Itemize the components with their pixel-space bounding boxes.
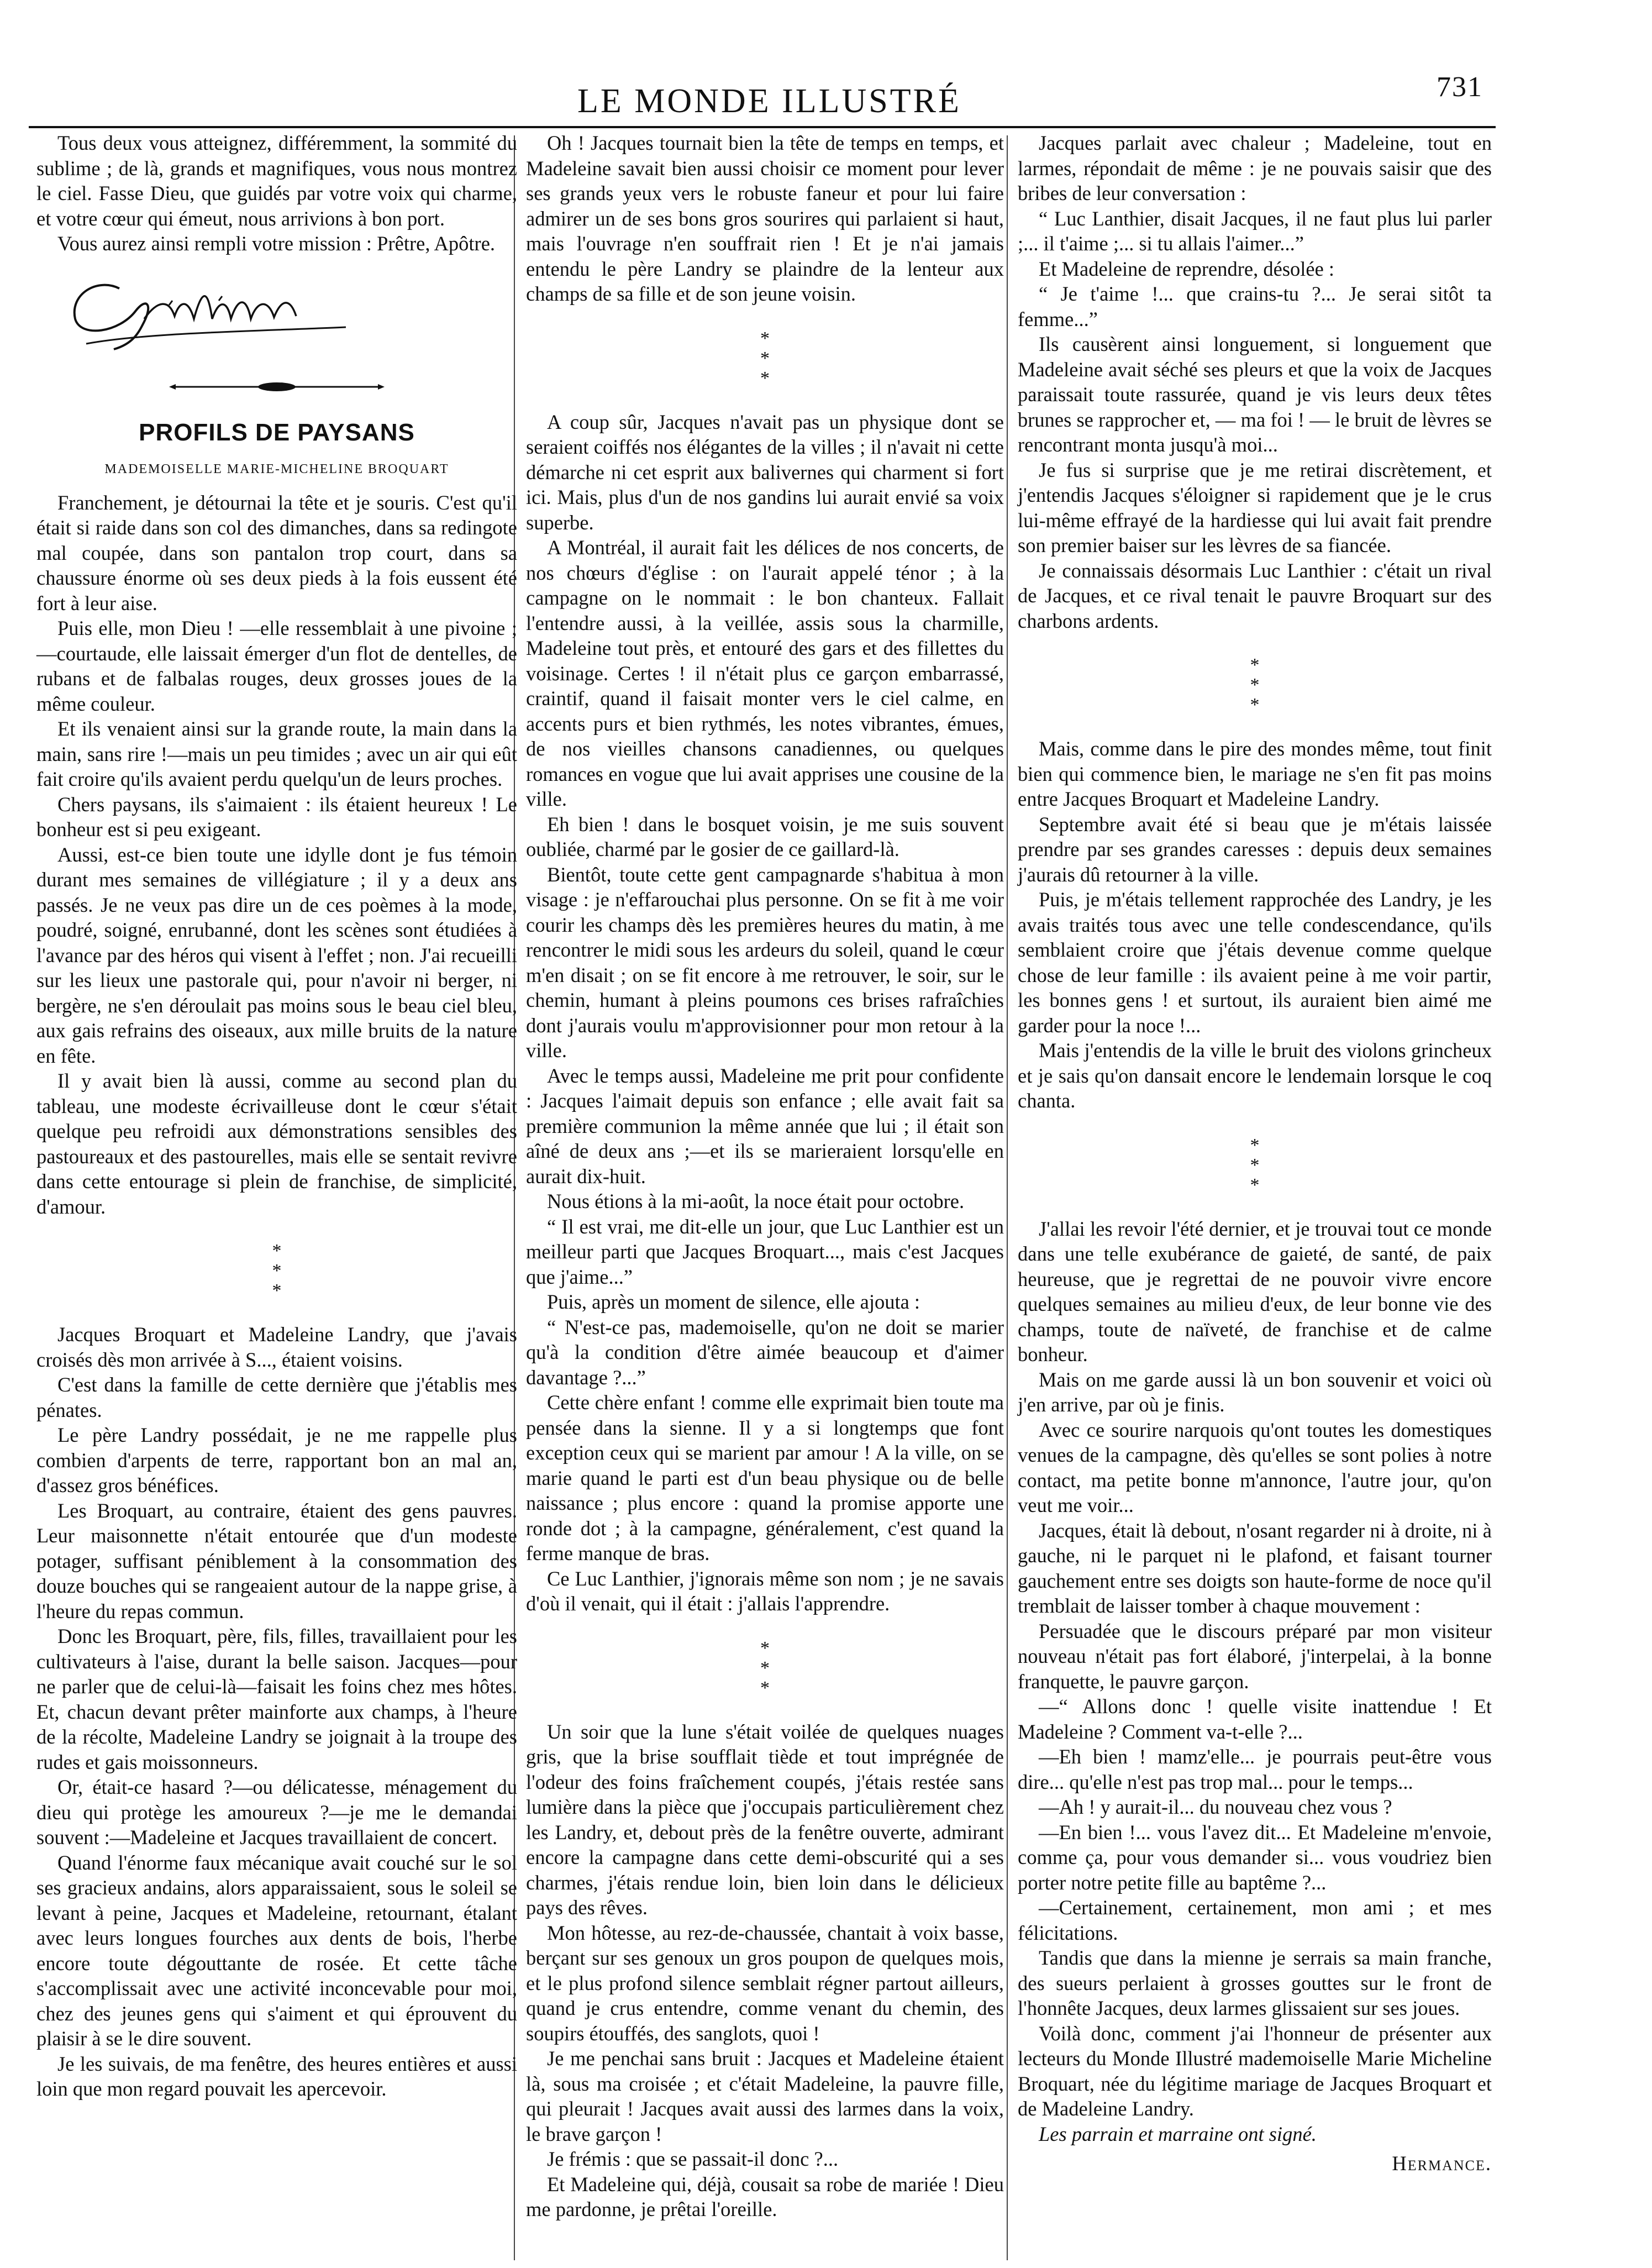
col1-para-a6: Il y avait bien là aussi, comme au second plan du tableau, une modeste écrivailleuse dont le cœur s'était quelque peu refroidi aux démonstrations sensibles des pastoureaux et des pastourelles, mais elle se sentait revivre dans cette entourage si plein de franchise, de simplicité, d'amour. <box>36 1069 517 1218</box>
column-1 <box>36 130 517 2102</box>
col3-para-c6: —“ Allons donc ! quelle visite inattendue ! Et Madeleine ? Comment va-t-elle ?... <box>1018 1695 1492 1743</box>
col3-para-c12: Voilà donc, comment j'ai l'honneur de présenter aux lecteurs du Monde Illustré mademoiselle Marie Micheline Broquart, née du légitime mariage de Jacques Broquart et de Madeleine Landry. <box>1018 2022 1492 2120</box>
col3-para-a6: Je fus si surprise que je me retirai discrètement, et j'entendis Jacques s'éloigner si rapidement que je le crus lui-même effrayé de la hardiesse qui lui avait fait prendre son premier baiser sur les lèvres de sa fiancée. <box>1018 458 1492 556</box>
col2-para-c3: Je me penchai sans bruit : Jacques et Madeleine étaient là, sous ma croisée ; et c'était Madeleine, la pauvre fille, qui pleurait ! Jacques avait aussi des larmes dans la voix, le brave garçon ! <box>526 2047 1004 2145</box>
section-title: PROFILS DE PAYSANS <box>139 418 415 446</box>
col2-para-b1: A coup sûr, Jacques n'avait pas un physique dont se seraient coiffés nos élégantes de la villes ; il n'avait ni cette démarche ni cet esprit aux balivernes qui charment si fort ici. Mais, plus d'un de nos gandins lui aurait envié sa voix superbe. <box>526 410 1004 534</box>
col1-para-b7: Quand l'énorme faux mécanique avait couché sur le sol ses gracieux andains, alors apparaissaient, sous le soleil se levant à peine, Jacques et Madeleine, retournant, étalant avec leurs longues fourches aux dents de bois, l'herbe encore toute dégouttante de rosée. Et cette tâche s'accomplissait avec une activité inconcevable pour moi, chez des jeunes gens qui s'aiment et qui éprouvent du plaisir à se le dire souvent. <box>36 1851 517 2050</box>
star-1: * <box>760 1637 770 1658</box>
col3-para-a5: Ils causèrent ainsi longuement, si longuement que Madeleine avait séché ses pleurs et que la voix de Jacques paraissait toute rassurée, quand je vis leurs deux têtes brunes se rapprocher et, — ma foi ! — le bruit de lèvres se rencontrant monta jusqu'à moi... <box>1018 333 1492 456</box>
col1-para-b4: Les Broquart, au contraire, étaient des gens pauvres. Leur maisonnette n'était entourée que d'un modeste potager, suffisant péniblement à la consommation des douze bouches qui se rangeaient autour de la nappe grise, à l'heure du repas commun. <box>36 1499 517 1623</box>
col2-para-b7: “ Il est vrai, me dit-elle un jour, que Luc Lanthier est un meilleur parti que Jacques Broquart..., mais c'est Jacques que j'aime...” <box>526 1215 1004 1288</box>
col3-para-a2: “ Luc Lanthier, disait Jacques, il ne faut plus lui parler ;... il t'aime ;... si tu allais l'aimer...” <box>1018 207 1492 255</box>
page-number: 731 <box>1437 71 1483 103</box>
col1-para-b5: Donc les Broquart, père, fils, filles, travaillaient pour les cultivateurs à l'aise, durant la belle saison. Jacques—pour ne parler que de celui-là—faisait les foins chez mes hôtes. Et, chacun devant prêter mainforte aux champs, à l'heure de la récolte, Madeleine Landry se joignait à la troupe des rudes et gais moissonneurs. <box>36 1625 517 1773</box>
col2-para-b2: A Montréal, il aurait fait les délices de nos concerts, de nos chœurs d'église : on l'aurait appelé ténor ; à la campagne on le nommait : le bon chanteux. Fallait l'entendre aussi, à la veillée, assis sous la charmille, Madeleine tout près, et entouré des gars et des fillettes du voisinage. Certes ! il n'était plus ce garçon embarrassé, craintif, quand il faisait monter vers le ciel calme, en accents purs et bien rythmés, les notes vibrantes, émues, de nos vieilles chansons canadiennes, ou quelques romances en vogue que lui avait apprises une cousine de la ville. <box>526 536 1004 810</box>
col1-para-a5: Aussi, est-ce bien toute une idylle dont je fus témoin durant mes semaines de villégiature ; il y a deux ans passés. Je ne veux pas dire un de ces poèmes à la mode, poudré, soigné, enrubanné, dont les scènes sont étudiées à l'avance par des héros qui visent à l'effet ; non. J'ai recueilli sur les lieux une pastorale qui, pour n'avoir ni berger, ni bergère, ne s'en déroulait pas moins sous le beau ciel bleu, aux gais refrains des oiseaux, aux mille bruits de la nature en fête. <box>36 843 517 1067</box>
column-2 <box>526 130 1004 2222</box>
col2-para-b6: Nous étions à la mi-août, la noce était pour octobre. <box>547 1190 965 1212</box>
star-1: * <box>1250 1135 1260 1156</box>
star-2: * <box>272 1261 282 1281</box>
col3-para-a3: Et Madeleine de reprendre, désolée : <box>1039 257 1335 280</box>
col1-intro-1: Tous deux vous atteignez, différemment, la sommité du sublime ; de là, grands et magnifiques, vous nous montrez le ciel. Fasse Dieu, que guidés par votre voix qui charme, et votre cœur qui émeut, nous arrivions à bon port. <box>36 132 517 230</box>
col2-para-c1: Un soir que la lune s'était voilée de quelques nuages gris, que la brise soufflait tiède et tout imprégnée de l'odeur des foins fraîchement coupés, j'étais restée sans lumière dans la pièce que j'occupais particulièrement chez les Landry, et, debout près de la fenêtre ouverte, admirant encore la campagne dans cette demi-obscurité qui a ses charmes, j'étais rendue loin, bien loin dans le délicieux pays des rêves. <box>526 1720 1004 1919</box>
signature <box>36 266 517 359</box>
star-2: * <box>1250 1154 1260 1175</box>
col3-para-c7: —Eh bien ! mamz'elle... je pourrais peut-être vous dire... qu'elle n'est pas trop mal... pour le temps... <box>1018 1745 1492 1793</box>
col1-para-a2: Puis elle, mon Dieu ! —elle ressemblait à une pivoine ;—courtaude, elle laissait émerger d'un flot de dentelles, de rubans et de falbalas rouges, deux grosses joues de la même couleur. <box>36 617 517 715</box>
column-rule-2 <box>1007 135 1008 2260</box>
star-3: * <box>760 1677 770 1698</box>
asterism-separator <box>1018 655 1492 715</box>
col3-para-c4: Jacques, était là debout, n'osant regarder ni à droite, ni à gauche, ni le parquet ni le plafond, et faisant tourner gauchement entre ses doigts son haute-forme de noce qu'il tremblait de laisser tomber à chaque mouvement : <box>1018 1519 1492 1617</box>
col3-para-a1: Jacques parlait avec chaleur ; Madeleine, tout en larmes, répondait de même : je ne pouvais saisir que des bribes de leur conversation : <box>1018 132 1492 204</box>
col3-para-b4: Mais j'entendis de la ville le bruit des violons grincheux et je sais qu'on dansait encore le lendemain lorsque le coq chanta. <box>1018 1039 1492 1112</box>
column-3 <box>1018 130 1492 2176</box>
col1-para-b1: Jacques Broquart et Madeleine Landry, que j'avais croisés dès mon arrivée à S..., étaient voisins. <box>36 1323 517 1371</box>
col1-para-a1: Franchement, je détournai la tête et je souris. C'est qu'il était si raide dans son col des dimanches, dans sa redingote mal coupée, dans son pantalon trop court, dans sa chaussure énorme où ses deux pieds à la fois eussent été fort à leur aise. <box>36 491 517 615</box>
col3-para-c13: Les parrain et marraine ont signé. <box>1039 2122 1317 2145</box>
signature-image <box>36 266 379 359</box>
col2-para-b9: “ N'est-ce pas, mademoiselle, qu'on ne doit se marier qu'à la condition d'être aimée beaucoup et d'aimer davantage ?...” <box>526 1315 1004 1389</box>
col1-para-b8: Je les suivais, de ma fenêtre, des heures entières et aussi loin que mon regard pouvait les apercevoir. <box>36 2052 517 2100</box>
col2-para-b10: Cette chère enfant ! comme elle exprimait bien toute ma pensée dans la sienne. Il y a si longtemps que font exception ceux qui se marient par amour ! A la ville, on se marie quand le parti est d'un beau physique ou de belle naissance ; plus encore : quand la promise apporte une ronde dot ; à la campagne, généralement, c'est quand la ferme manque de bras. <box>526 1391 1004 1565</box>
col1-intro-2: Vous aurez ainsi rempli votre mission : Prêtre, Apôtre. <box>57 232 496 255</box>
col2-para-b11: Ce Luc Lanthier, j'ignorais même son nom ; je ne savais d'où il venait, qui il était : j'allais l'apprendre. <box>526 1567 1004 1615</box>
col3-para-a7: Je connaissais désormais Luc Lanthier : c'était un rival de Jacques, et ce rival tenait le pauvre Broquart sur des charbons ardents. <box>1018 559 1492 632</box>
col2-para-c2: Mon hôtesse, au rez-de-chaussée, chantait à voix basse, berçant sur ses genoux un gros poupon de quelques mois, et le plus profond silence semblait régner partout ailleurs, quand je crus entendre, comme venant du chemin, des soupirs étouffés, des sanglots, quoi ! <box>526 1921 1004 2045</box>
col3-para-c3: Avec ce sourire narquois qu'ont toutes les domestiques venues de la campagne, dès qu'elles se sont polies à notre contact, ma petite bonne m'annonce, l'autre jour, qu'on veut me voir... <box>1018 1418 1492 1516</box>
col2-para-b8: Puis, après un moment de silence, elle ajouta : <box>547 1290 920 1313</box>
col2-para-a1: Oh ! Jacques tournait bien la tête de temps en temps, et Madeleine savait bien aussi choisir ce moment pour lever ses grands yeux vers le robuste faneur et pour lui faire admirer un de ses bons gros sourires qui parlaient si haut, mais l'ouvrage n'en souffrait rien ! Et je n'ai jamais entendu le père Landry se plaindre de la lenteur aux champs de sa fille et de son jeune voisin. <box>526 132 1004 305</box>
col3-para-c8: —Ah ! y aurait-il... du nouveau chez vous ? <box>1039 1796 1392 1818</box>
asterism-separator <box>526 1639 1004 1698</box>
col1-para-a3: Et ils venaient ainsi sur la grande route, la main dans la main, sans rire !—mais un peu timides ; avec un air qui eût fait croire qu'ils avaient perdu quelqu'un de leurs proches. <box>36 717 517 790</box>
star-3: * <box>272 1280 282 1301</box>
col3-para-c9: —En bien !... vous l'avez dit... Et Madeleine m'envoie, comme ça, pour vous demander si... vous voudriez bien porter notre petite fille au baptême ?... <box>1018 1820 1492 1894</box>
masthead-rule <box>29 126 1496 128</box>
asterism-separator <box>526 329 1004 389</box>
col3-para-b3: Puis, je m'étais tellement rapprochée des Landry, je les avais traités tous avec une telle condescendance, qu'ils semblaient croire que j'étais devenue comme quelque chose de leur famille : ils avaient peine à me voir partir, les bonnes gens ! et surtout, ils auraient bien aimé me garder pour la noce !... <box>1018 888 1492 1037</box>
col1-para-b2: C'est dans la famille de cette dernière que j'établis mes pénates. <box>36 1373 517 1421</box>
star-3: * <box>1250 1174 1260 1195</box>
col2-para-b4: Bientôt, toute cette gent campagnarde s'habitua à mon visage : je n'effarouchai plus personne. On se fit à me voir courir les champs dès les premières heures du matin, à me rencontrer le midi sous les ardeurs du soleil, quand le cœur m'en disait ; on se fit encore à me retrouver, le soir, sur le chemin, humant à pleins poumons ces brises rafraîchies dont j'aurais voulu m'approvisionner pour mon retour à la ville. <box>526 863 1004 1062</box>
star-2: * <box>1250 675 1260 695</box>
col1-para-b3: Le père Landry possédait, je ne me rappelle plus combien d'arpents de terre, rapportant bon an mal an, d'assez gros bénéfices. <box>36 1424 517 1497</box>
col3-para-c11: Tandis que dans la mienne je serrais sa main franche, des sueurs perlaient à grosses gouttes sur le front de l'honnête Jacques, deux larmes glissaient sur ses joues. <box>1018 1946 1492 2019</box>
star-3: * <box>760 368 770 389</box>
col1-para-a4: Chers paysans, ils s'aimaient : ils étaient heureux ! Le bonheur est si peu exigeant. <box>36 792 517 841</box>
ornament-line-icon <box>36 370 517 403</box>
star-2: * <box>760 348 770 369</box>
col2-para-b5: Avec le temps aussi, Madeleine me prit pour confidente : Jacques l'aimait depuis son enfance ; elle avait fait sa première communion la même année que lui ; il était son aîné de deux ans ;—et ils se marieraient lorsqu'elle en aurait dix-huit. <box>526 1064 1004 1188</box>
star-1: * <box>272 1241 282 1261</box>
col1-para-b6: Or, était-ce hasard ?—ou délicatesse, ménagement du dieu qui protège les amoureux ?—je me le demandai souvent :—Madeleine et Jacques travaillaient de concert. <box>36 1776 517 1849</box>
asterism-separator <box>1018 1136 1492 1195</box>
masthead <box>0 65 1652 126</box>
col3-para-b1: Mais, comme dans le pire des mondes même, tout finit bien qui commence bien, le mariage ne s'en fit pas moins entre Jacques Broquart et Madeleine Landry. <box>1018 737 1492 810</box>
col2-para-b3: Eh bien ! dans le bosquet voisin, je me suis souvent oubliée, charmé par le gosier de ce gaillard-là. <box>526 812 1004 860</box>
col3-para-c10: —Certainement, certainement, mon ami ; et mes félicitations. <box>1018 1896 1492 1944</box>
col3-para-c1: J'allai les revoir l'été dernier, et je trouvai tout ce monde dans une telle exubérance de gaieté, de santé, de paix heureuse, que je regrettai de ne pouvoir vivre encore quelques semaines au milieu d'eux, de leur bonne vie des champs, toute de naïveté, de franchise et de calme bonheur. <box>1018 1217 1492 1366</box>
col3-para-c2: Mais on me garde aussi là un bon souvenir et voici où j'en arrive, par où je finis. <box>1018 1368 1492 1416</box>
col3-para-c5: Persuadée que le discours préparé par mon visiteur nouveau n'était pas fort élaboré, j'interpelai, à la bonne franquette, le pauvre garçon. <box>1018 1619 1492 1693</box>
star-1: * <box>1250 655 1260 675</box>
star-3: * <box>1250 695 1260 715</box>
col2-para-c4: Je frémis : que se passait-il donc ?... <box>547 2148 839 2170</box>
asterism-separator <box>36 1241 517 1301</box>
col3-para-b2: Septembre avait été si beau que je m'étais laissée prendre par ses grandes caresses : depuis deux semaines j'aurais dû retourner à la ville. <box>1018 812 1492 886</box>
star-2: * <box>760 1657 770 1678</box>
ornament-divider <box>36 370 517 403</box>
author-name: Hermance. <box>1392 2152 1492 2175</box>
masthead-title: LE MONDE ILLUSTRÉ <box>577 82 961 120</box>
section-subtitle: MADEMOISELLE MARIE-MICHELINE BROQUART <box>104 462 449 476</box>
col3-para-a4: “ Je t'aime !... que crains-tu ?... Je serai sitôt ta femme...” <box>1018 282 1492 330</box>
star-1: * <box>760 328 770 349</box>
col2-para-c5: Et Madeleine qui, déjà, cousait sa robe de mariée ! Dieu me pardonne, je prêtai l'oreille. <box>526 2172 1004 2220</box>
